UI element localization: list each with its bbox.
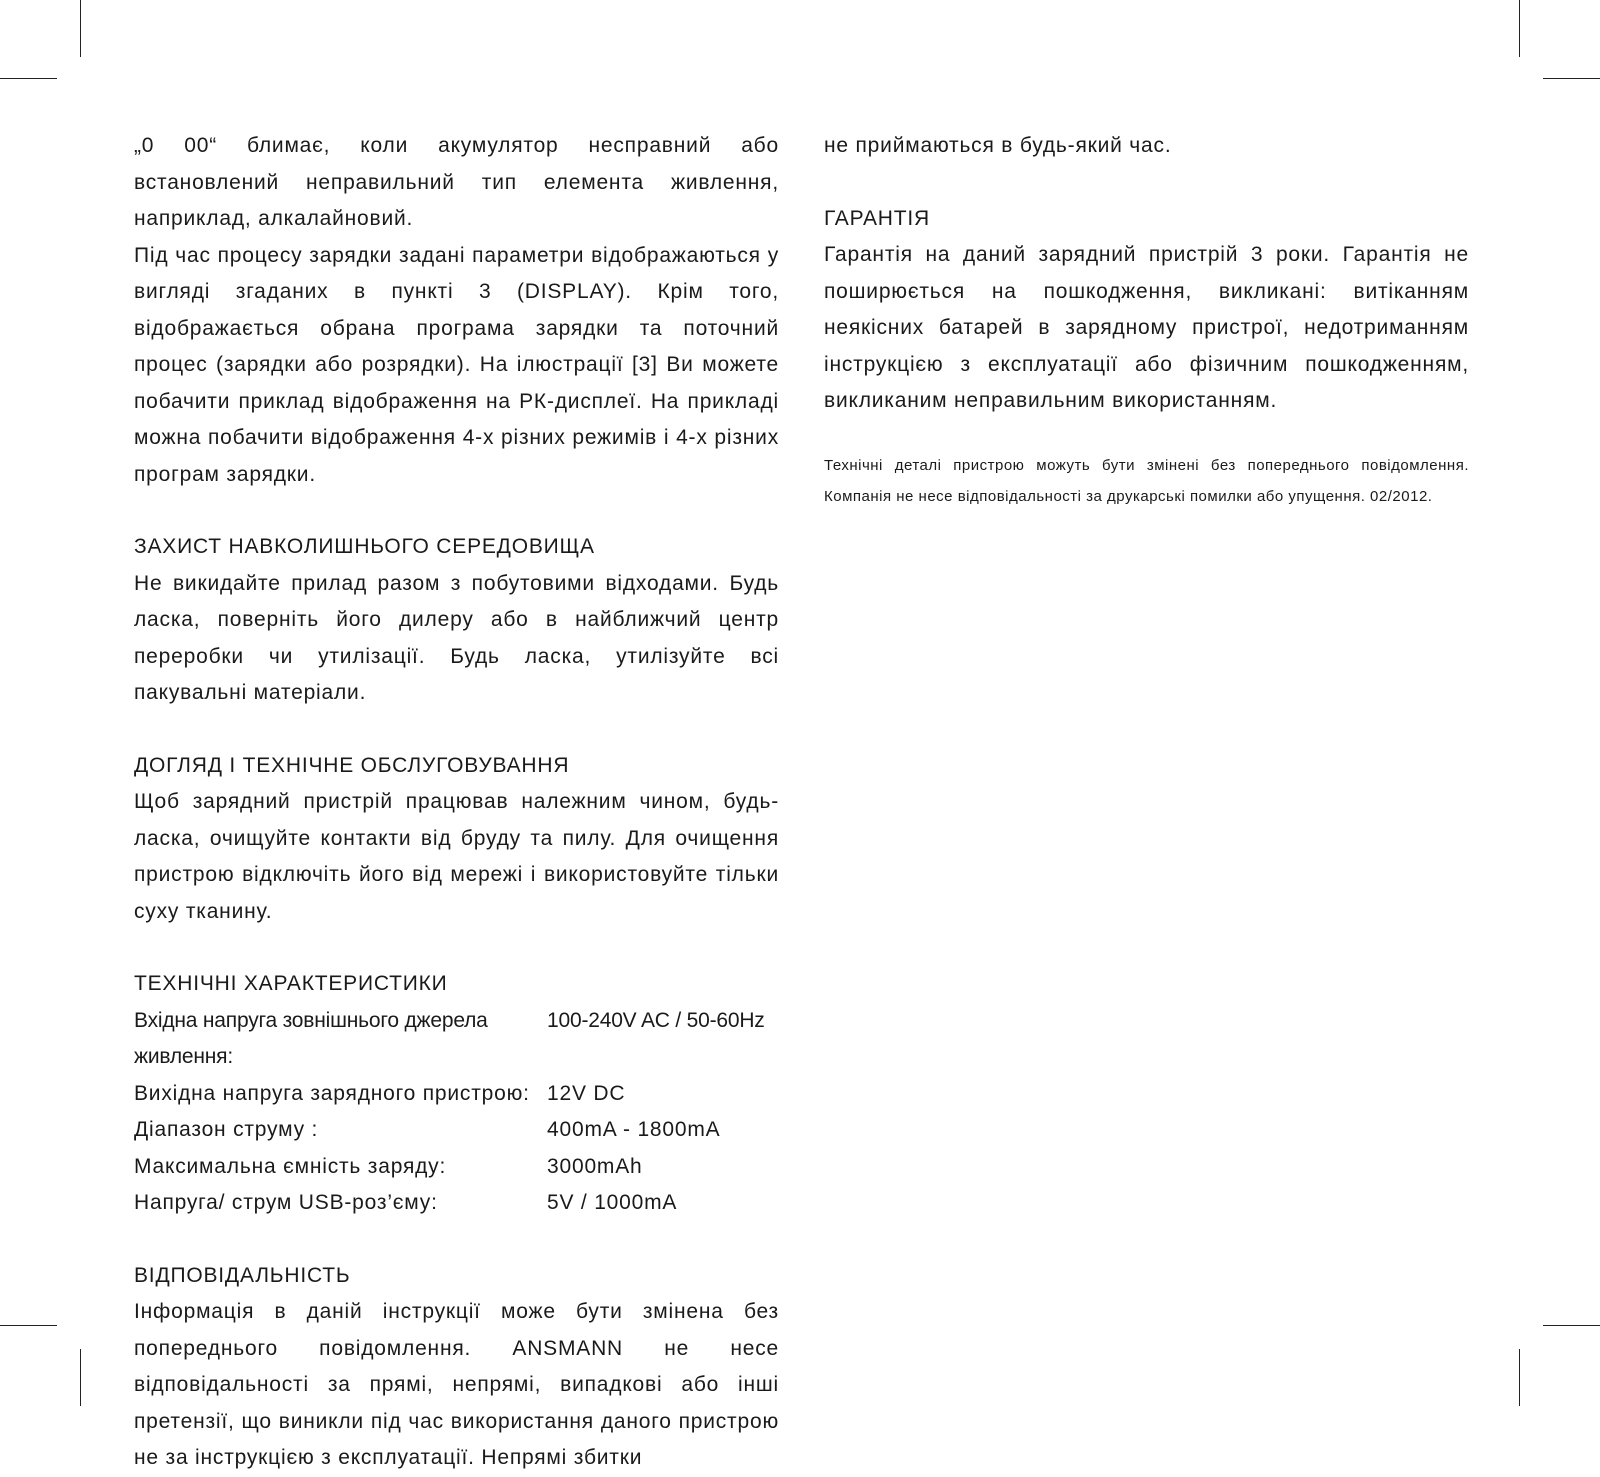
section-gap [824,165,1469,201]
liability-continuation: не приймаються в будь-який час. [824,134,1172,157]
spec-label: Напруга/ струм USB-роз’єму: [134,1191,438,1214]
warranty-paragraph: Гарантія на даний зарядний пристрій 3 роки. Гарантія не поширюється на пошкодження, викликані: витіканням неякісних батарей в зарядному пристрої, недотриманням інструкцією з експлуатації або фізичним пошкодженням, викликаним неправильним використанням. [824,243,1469,412]
left-column [134,128,779,1477]
spec-row [134,1076,779,1113]
crop-mark-bottom-left-vertical [80,1349,81,1406]
spec-label: Діапазон струму : [134,1118,319,1141]
footnote: Технічні деталі пристрою можуть бути змінені без попереднього повідомлення. Компанія не несе відповідальності за друкарські помилки або упущення. 02/2012. [824,456,1469,505]
warranty-heading: ГАРАНТІЯ [824,206,930,230]
crop-mark-top-right-vertical [1519,0,1520,57]
spec-row [134,1112,779,1149]
specs-heading: ТЕХНІЧНІ ХАРАКТЕРИСТИКИ [134,972,448,995]
crop-mark-top-left-horizontal [0,78,57,79]
environment-heading: ЗАХИСТ НАВКОЛИШНЬОГО СЕРЕДОВИЩА [134,535,595,558]
spec-value: 100-240V AC / 50-60Hz [547,1008,765,1032]
section-gap [824,420,1469,450]
spec-value: 3000mAh [547,1154,643,1178]
liability-paragraph: Інформація в даній інструкції може бути змінена без попереднього повідомлення. ANSMANN не несе відповідальності за прямі, непрямі, випадкові або інші претензії, що виникли під час використання даного пристрою не за інструкцією з експлуатації. Непрямі збитки [134,1300,779,1469]
section-gap [134,712,779,748]
spec-row [134,1149,779,1186]
crop-mark-top-right-horizontal [1543,78,1600,79]
section-gap [134,493,779,529]
spec-label: Максимальна ємність заряду: [134,1154,447,1178]
crop-mark-bottom-right-vertical [1519,1349,1520,1406]
liability-heading: ВІДПОВІДАЛЬНІСТЬ [134,1263,351,1287]
charging-info-paragraph: Під час процесу зарядки задані параметри відображаються у вигляді згаданих в пункті 3 (DISPLAY). Крім того, відображається обрана програма зарядки та поточний процес (зарядки або розрядки). На ілюстрації [3] Ви можете побачити приклад відображення на РК-дисплеї. На прикладі можна побачити відображення 4-х різних режимів і 4-х різних програм зарядки. [134,243,779,486]
care-heading: ДОГЛЯД І ТЕХНІЧНЕ ОБСЛУГОВУВАННЯ [134,753,570,777]
spec-label: Вихідна напруга зарядного пристрою: [134,1081,530,1105]
spec-value: 400mA - 1800mA [547,1118,721,1141]
spec-row [134,1003,779,1076]
spec-value: 5V / 1000mA [547,1191,678,1214]
specs-table [134,1003,779,1222]
crop-mark-bottom-left-horizontal [0,1325,57,1326]
environment-paragraph: Не викидайте прилад разом з побутовими відходами. Будь ласка, поверніть його дилеру або в найближчий центр переробки чи утилізації. Будь ласка, утилізуйте всі пакувальні матеріали. [134,571,779,704]
spec-row [134,1185,779,1222]
care-paragraph: Щоб зарядний пристрій працював належним чином, будь-ласка, очищуйте контакти від бруду та пилу. Для очищення пристрою відключіть його від мережі і використовуйте тільки суху тканину. [134,790,779,923]
crop-mark-top-left-vertical [80,0,81,57]
spec-label: Вхідна напруга зовнішнього джерела живлення: [134,1008,488,1068]
right-column [824,128,1469,512]
spec-value: 12V DC [547,1081,626,1105]
intro-paragraph: „0 00“ блимає, коли акумулятор несправний або встановлений неправильний тип елемента живлення, наприклад, алкалайновий. [134,134,779,230]
section-gap [134,930,779,966]
section-gap [134,1222,779,1258]
crop-mark-bottom-right-horizontal [1543,1325,1600,1326]
